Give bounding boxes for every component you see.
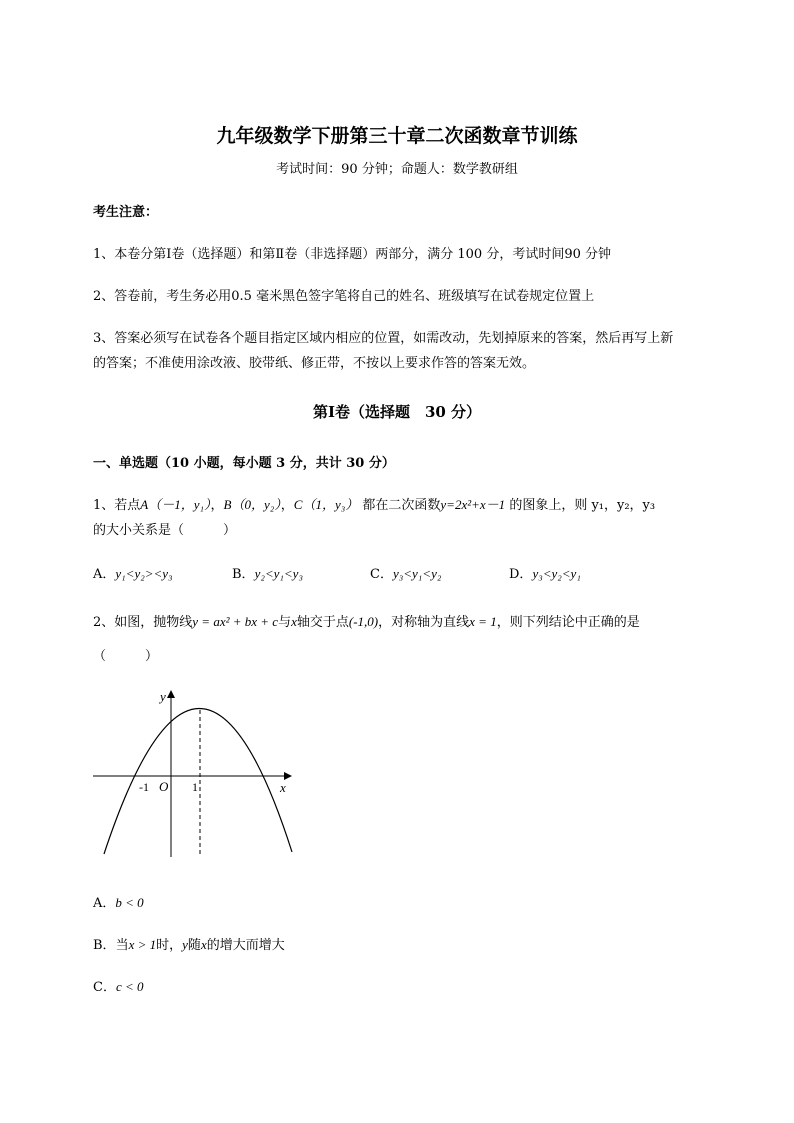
question-2-line-1 (93, 611, 640, 630)
option-label: C． (93, 980, 116, 995)
option-label: B． (232, 567, 255, 582)
q2-axis-line: x = 1 (469, 614, 497, 629)
q2-mid2: 轴交于点 (296, 615, 349, 630)
option-var-x: x (200, 937, 207, 952)
q1-option-a[interactable] (93, 563, 173, 582)
origin-label: O (159, 779, 169, 794)
neg-one-label: -1 (139, 780, 149, 794)
q1-point-c: C（1，y₃） (293, 497, 359, 512)
exam-subtitle: 考试时间：90 分钟；命题人：数学教研组 (276, 162, 518, 177)
q2-suffix: ，则下列结论中正确的是 (496, 615, 640, 630)
option-label: D． (509, 567, 533, 582)
notice-heading: 考生注意： (93, 205, 159, 220)
option-label: A． (93, 896, 116, 911)
q2-function: y = ax² + bx + c (192, 614, 279, 629)
q1-prefix: 1、若点 (93, 498, 141, 513)
q2-option-b[interactable] (93, 934, 285, 953)
option-text: 当 (115, 938, 129, 953)
option-text: 的增大而增大 (206, 938, 285, 953)
q2-axis: x (291, 614, 297, 629)
section-heading: 一、单选题（10 小题，每小题 3 分，共计 30 分） (93, 456, 395, 471)
q2-option-a[interactable] (93, 892, 144, 911)
q1-point-a: A（－1，y₁） (140, 497, 211, 512)
notice-item-2: 2、答卷前，考生务必用0.5 毫米黑色签字笔将自己的姓名、班级填写在试卷规定位置上 (93, 289, 595, 304)
x-axis-label: x (280, 780, 286, 795)
part-1-title: 第Ⅰ卷（选择题 30 分） (312, 403, 482, 421)
q2-mid1: 与 (278, 615, 292, 630)
q1-middle: 都在二次函数 (362, 498, 441, 513)
option-text: c < 0 (115, 979, 144, 994)
q1-point-b: B（0，y₂） (223, 497, 281, 512)
q2-prefix: 2、如图，抛物线 (93, 615, 193, 630)
option-text: 随 (187, 938, 201, 953)
q2-option-c[interactable] (93, 976, 144, 995)
question-1-line-2: 的大小关系是（ ） (93, 523, 237, 538)
question-1-line-1: 1、若点A（－1，y₁），B（0，y₂），C（1，y₃） 都在二次函数y=2x²+x－1 的图象上，则 y₁，y₂，y₃ (93, 497, 656, 513)
q2-mid3: ，对称轴为直线 (378, 615, 470, 630)
question-2-line-2: （ ） (93, 649, 159, 664)
q1-option-b[interactable] (232, 563, 303, 582)
page-title: 九年级数学下册第三十章二次函数章节训练 (216, 125, 578, 147)
one-label: 1 (192, 780, 198, 794)
option-condition: x > 1 (128, 937, 157, 952)
option-var-y: y (182, 937, 188, 952)
q1-suffix: 的图象上，则 y₁，y₂，y₃ (509, 498, 656, 513)
y-axis-label: y (160, 689, 166, 704)
option-label: A． (93, 567, 116, 582)
option-text: 时， (156, 938, 183, 953)
q1-option-c[interactable] (370, 563, 441, 582)
notice-item-3-line-1: 3、答案必须写在试卷各个题目指定区域内相应的位置，如需改动，先划掉原来的答案，然后再写上新 (93, 331, 674, 346)
notice-item-3-line-2: 的答案；不准使用涂改液、胶带纸、修正带，不按以上要求作答的答案无效。 (93, 356, 536, 371)
q1-option-d[interactable] (509, 563, 581, 582)
parabola-curve (104, 708, 292, 854)
option-text: y₂<y₁<y₃ (254, 566, 303, 581)
option-text: y₃<y₁<y₂ (392, 566, 442, 581)
q2-point: (-1,0) (348, 614, 379, 629)
option-text: b < 0 (115, 895, 144, 910)
option-label: C． (370, 567, 393, 582)
option-text: y₁<y₂><y₃ (115, 566, 173, 581)
parabola-graph (85, 680, 305, 865)
option-text: y₃<y₂<y₁ (532, 566, 581, 581)
option-label: B． (93, 938, 116, 953)
q1-function: y=2x²+x－1 (440, 497, 506, 512)
notice-item-1: 1、本卷分第Ⅰ卷（选择题）和第Ⅱ卷（非选择题）两部分，满分 100 分，考试时间90 分钟 (93, 247, 611, 262)
